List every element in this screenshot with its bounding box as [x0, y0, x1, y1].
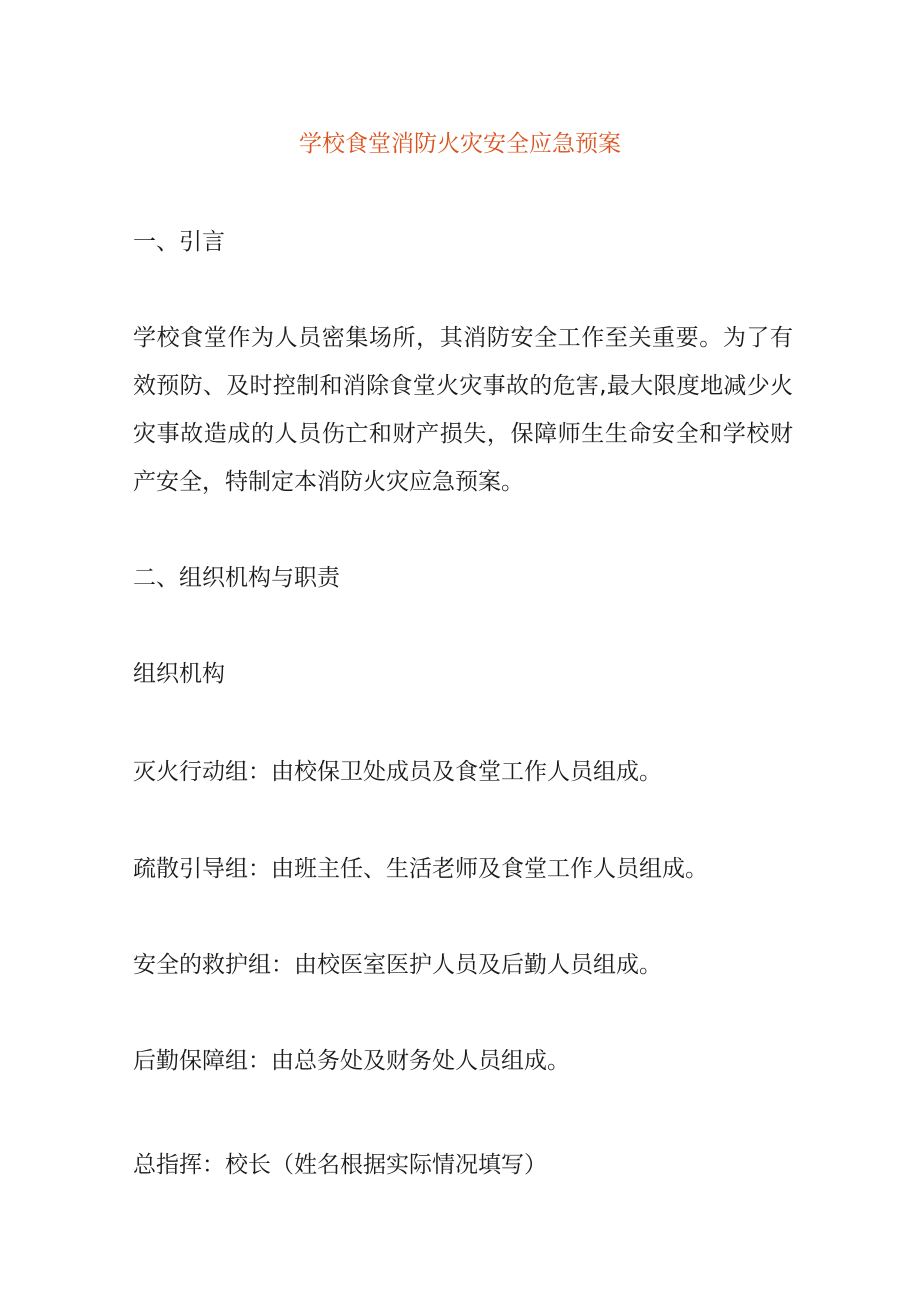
section-heading-introduction: 一、引言 — [133, 229, 225, 255]
org-item-evacuation-group: 疏散引导组：由班主任、生活老师及食堂工作人员组成。 — [133, 856, 708, 882]
org-item-commander: 总指挥：校长（姓名根据实际情况填写） — [133, 1152, 547, 1178]
introduction-paragraph: 学校食堂作为人员密集场所，其消防安全工作至关重要。为了有效预防、及时控制和消除食堂火灾事故的危害,最大限度地减少火灾事故造成的人员伤亡和财产损失，保障师生生命安全和学校财产安全，特制定本消防火灾应急预案。 — [133, 325, 793, 495]
org-item-firefighting-group: 灭火行动组：由校保卫处成员及食堂工作人员组成。 — [133, 759, 662, 785]
org-item-rescue-group: 安全的救护组：由校医室医护人员及后勤人员组成。 — [133, 952, 662, 978]
section-heading-organization: 二、组织机构与职责 — [133, 565, 340, 591]
org-item-logistics-group: 后勤保障组：由总务处及财务处人员组成。 — [133, 1048, 570, 1074]
document-title: 学校食堂消防火灾安全应急预案 — [299, 131, 621, 157]
subheading-organization-structure: 组织机构 — [133, 661, 225, 687]
